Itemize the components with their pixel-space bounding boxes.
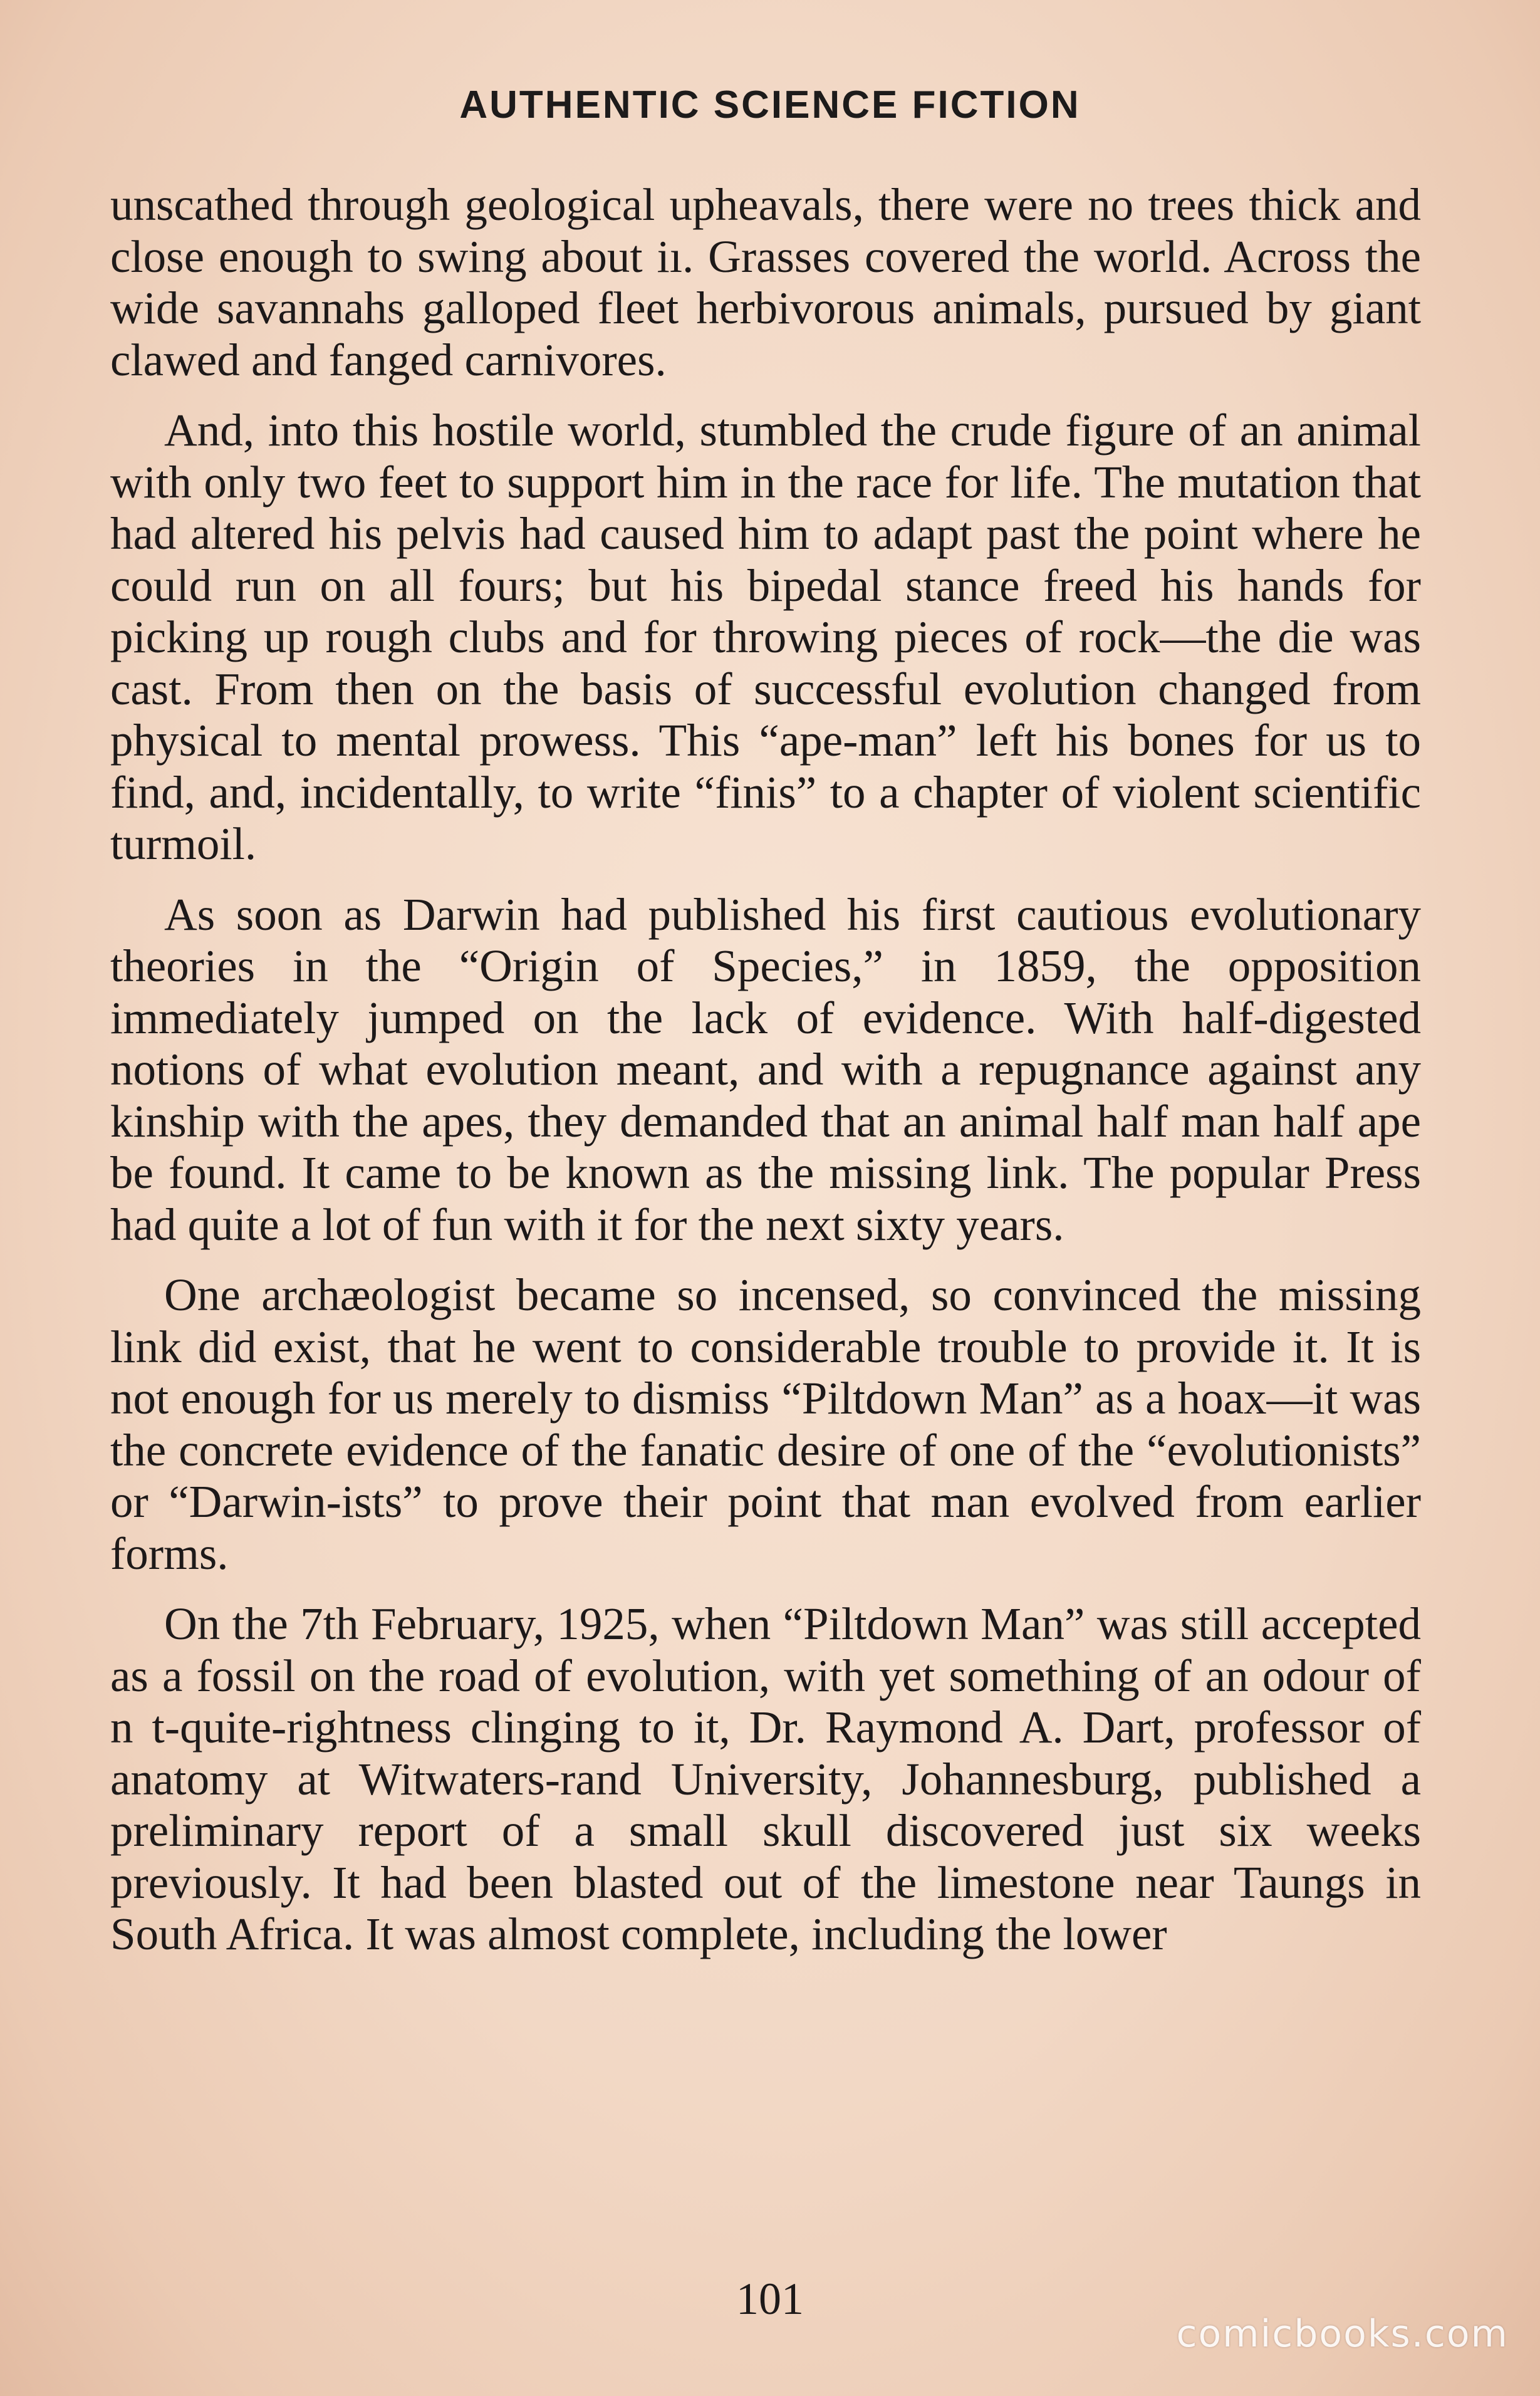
site-watermark: comicbooks.com	[1176, 2312, 1509, 2356]
running-head-title: AUTHENTIC SCIENCE FICTION	[459, 83, 1081, 127]
paragraph-4: One archæologist became so incensed, so convinced the missing link did exist, that he went to considerable trouble to provide it. It is not enough for us merely to dismiss “Piltdown Man” as a hoax—it was the concrete evidence of the fanatic desire of one of the “evolutionists” or “Darwin-ists” to prove their point that man evolved from earlier forms.	[110, 1269, 1421, 1579]
paragraph-5: On the 7th February, 1925, when “Piltdown Man” was still accepted as a fossil on the road of evolution, with yet something of an odour of n t-quite-rightness clinging to it, Dr. Raymond A. Dart, professor of anatomy at Witwaters-rand University, Johannesburg, published a preliminary report of a small skull discovered just six weeks previously. It had been blasted out of the limestone near Taungs in South Africa. It was almost complete, including the lower	[110, 1598, 1421, 1959]
paragraph-3: As soon as Darwin had published his first cautious evolutionary theories in the “Origin of Species,” in 1859, the opposition immediately jumped on the lack of evidence. With half-digested notions of what evolution meant, and with a repugnance against any kinship with the apes, they demanded that an animal half man half ape be found. It came to be known as the missing link. The popular Press had quite a lot of fun with it for the next sixty years.	[110, 888, 1421, 1250]
body-text	[110, 179, 1421, 1979]
paragraph-2: And, into this hostile world, stumbled the crude figure of an animal with only two feet to support him in the race for life. The mutation that had altered his pelvis had caused him to adapt past the point where he could run on all fours; but his bipedal stance freed his hands for picking up rough clubs and for throwing pieces of rock—the die was cast. From then on the basis of successful evolution changed from physical to mental prowess. This “ape-man” left his bones for us to find, and, incidentally, to write “finis” to a chapter of violent scientific turmoil.	[110, 405, 1421, 869]
paragraph-1: unscathed through geological upheavals, there were no trees thick and close enough to swing about iı. Grasses covered the world. Across the wide savannahs galloped fleet herbivorous animals, pursued by giant clawed and fanged carnivores.	[110, 179, 1421, 385]
page-number: 101	[736, 2274, 804, 2324]
